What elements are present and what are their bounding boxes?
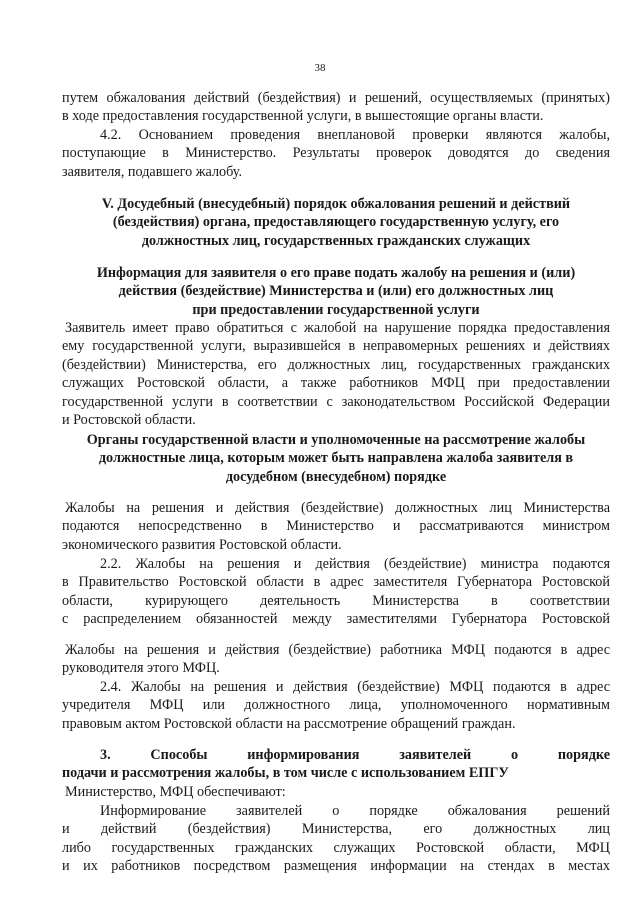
text-line: правовым актом Ростовской области на рассмотрение обращений граждан. xyxy=(62,715,516,732)
section-3-heading xyxy=(62,746,610,783)
heading-line: досудебном (внесудебном) порядке xyxy=(225,468,447,485)
text-line: Жалобы на решения и действия (бездействие) работника МФЦ подаются в адрес xyxy=(65,642,610,658)
text-line: 2.4. Жалобы на решения и действия (бездействие) МФЦ подаются в адрес xyxy=(100,679,610,695)
heading-line: должностных лиц, государственных гражданских служащих xyxy=(141,232,531,249)
text-line: с распределением обязанностей между заместителями Губернатора Ростовской xyxy=(62,611,610,628)
text-line: Заявитель имеет право обратиться с жалобой на нарушение порядка предоставления xyxy=(65,320,610,336)
text-line: заявителя, подавшего жалобу. xyxy=(62,163,243,180)
text-line: Информирование заявителей о порядке обжалования решений xyxy=(100,803,610,819)
text-line: служащих Ростовской области, а также работников МФЦ при предоставлении xyxy=(62,375,610,392)
text-line: и действий (бездействия) Министерства, его должностных лиц xyxy=(62,821,610,838)
text-line: 2.2. Жалобы на решения и действия (бездействие) министра подаются xyxy=(100,556,610,572)
text-line: в Правительство Ростовской области в адрес заместителя Губернатора Ростовской xyxy=(62,574,610,591)
text-line: Жалобы на решения и действия (бездействие) должностных лиц Министерства xyxy=(65,500,610,516)
page-number: 38 xyxy=(314,62,326,74)
text-line: и их работников посредством размещения информации на стендах в местах xyxy=(62,858,610,875)
text-line: и Ростовской области. xyxy=(62,412,196,429)
text-line: подаются непосредственно в Министерство и рассматриваются министром xyxy=(62,518,610,535)
text-line: (бездействии) Министерства, его должностных лиц, государственных гражданских xyxy=(62,356,610,373)
information-heading xyxy=(62,264,610,319)
text-line: в ходе предоставления государственной услуги, в вышестоящие органы власти. xyxy=(62,108,544,125)
heading-line: 3. Способы информирования заявителей о порядке xyxy=(100,747,610,763)
authorities-heading xyxy=(62,431,610,486)
heading-line: V. Досудебный (внесудебный) порядок обжалования решений и действий xyxy=(101,196,571,212)
text-line: поступающие в Министерство. Результаты проверок доводятся до сведения xyxy=(62,145,610,162)
heading-line: Информация для заявителя о его праве подать жалобу на решения и (или) xyxy=(96,265,576,281)
text-line: экономического развития Ростовской области. xyxy=(62,536,342,553)
paragraph-applicant-right xyxy=(62,319,610,429)
paragraph-2-2 xyxy=(62,555,610,629)
heading-line: при предоставлении государственной услуги xyxy=(192,301,480,318)
paragraph-complaints-officials xyxy=(62,499,610,554)
heading-line: подачи и рассмотрения жалобы, в том числе с использованием ЕПГУ xyxy=(62,765,509,782)
text-line: государственной услуги в соответствии с законодательством Российской Федерации xyxy=(62,393,610,410)
paragraph-complaints-mfc-worker xyxy=(62,641,610,678)
text-line: области, курирующего деятельность Министерства в соответствии xyxy=(62,592,610,609)
heading-line: должностные лица, которым может быть направлена жалоба заявителя в xyxy=(98,450,574,467)
text-line: учредителя МФЦ или должностного лица, уполномоченного нормативным xyxy=(62,697,610,714)
heading-line: Органы государственной власти и уполномоченные на рассмотрение жалобы xyxy=(86,432,586,448)
section-v-heading xyxy=(62,195,610,250)
paragraph-continuation xyxy=(62,89,610,126)
text-line: ему государственной услуги, выразившейся в неправомерных решениях и действиях xyxy=(62,338,610,355)
paragraph-4-2 xyxy=(62,126,610,181)
paragraph-provides xyxy=(62,783,610,801)
paragraph-informing xyxy=(62,802,610,876)
paragraph-2-4 xyxy=(62,678,610,733)
text-line: 4.2. Основанием проведения внеплановой проверки являются жалобы, xyxy=(100,127,610,143)
heading-line: действия (бездействие) Министерства и (или) его должностных лиц xyxy=(118,283,554,300)
text-line: либо государственных гражданских служащих Ростовской области, МФЦ xyxy=(62,839,610,856)
text-line: Министерство, МФЦ обеспечивают: xyxy=(65,784,286,800)
text-line: руководителя этого МФЦ. xyxy=(62,660,220,677)
heading-line: (бездействия) органа, предоставляющего государственную услугу, его xyxy=(112,214,560,231)
text-line: путем обжалования действий (бездействия) и решений, осуществляемых (принятых) xyxy=(62,90,610,106)
